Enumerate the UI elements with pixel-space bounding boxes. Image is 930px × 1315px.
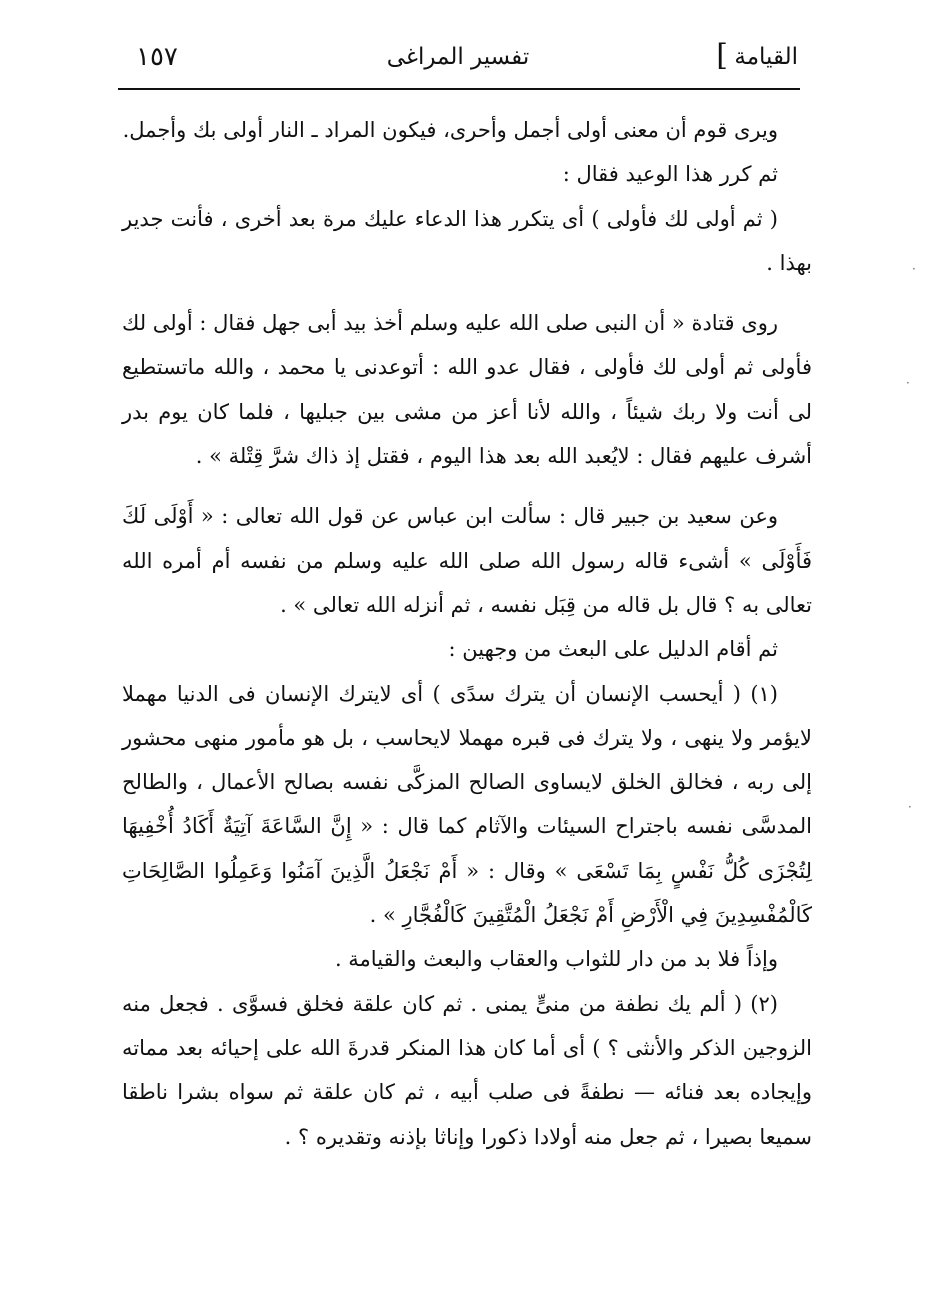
paragraph: ويرى قوم أن معنى أولى أجمل وأحرى، فيكون المراد ـ النار أولى بك وأجمل. xyxy=(122,118,778,142)
paragraph: (٢) ( ألم يك نطفة من منىٍّ يمنى . ثم كان علقة فخلق فسوَّى . فجعل منه الزوجين الذكر والأنثى ؟ ) أى أما كان هذا المنكر قدرةَ الله على إحيائه بعد مماته وإيجاده بعد فنائه — نطفةً فى صلب أبيه ، ثم كان علقة ثم سواه بشرا ناطقا سميعا بصيرا ، ثم جعل منه أولادا ذكورا وإناثا بإذنه وتقديره ؟ . xyxy=(122,991,812,1149)
paragraph: ثم أقام الدليل على البعث من وجهين : xyxy=(448,637,778,662)
paragraph: ( ثم أولى لك فأولى ) أى يتكرر هذا الدعاء عليك مرة بعد أخرى ، فأنت جدير بهذا . xyxy=(122,206,812,275)
scan-speck: · xyxy=(906,376,910,390)
paragraph: وإذاً فلا بد من دار للثواب والعقاب والبعث والقيامة . xyxy=(334,947,778,972)
scan-speck: · xyxy=(912,262,916,276)
paragraph: روى قتادة « أن النبى صلى الله عليه وسلم أخذ بيد أبى جهل فقال : أولى لك فأولى ثم أولى لك فأولى ، فقال عدو الله : أتوعدنى يا محمد ، والله ماتستطيع لى أنت ولا ربك شيئاً ، والله لأنا أعز من مشى بين جبليها ، فلما كان يوم بدر أشرف عليهم فقال : لايُعبد الله بعد هذا اليوم ، فقتل إذ ذاك شرَّ قِتْلة » . xyxy=(122,311,812,469)
header-bracket: ] xyxy=(716,38,728,73)
scan-speck: · xyxy=(908,800,912,814)
page-body xyxy=(122,108,812,1159)
page-header xyxy=(118,36,798,88)
header-rule xyxy=(118,88,800,90)
surah-name: القيامة xyxy=(734,44,798,70)
book-title: تفسير المراغى xyxy=(386,44,530,70)
paragraph: ثم كرر هذا الوعيد فقال : xyxy=(562,162,778,187)
page-number: ١٥٧ xyxy=(136,42,178,72)
paragraph: (١) ( أيحسب الإنسان أن يترك سدًى ) أى لايترك الإنسان فى الدنيا مهملا لايؤمر ولا ينهى ، ولا يترك فى قبره مهملا لايحاسب ، بل هو مأمور منهى محشور إلى ربه ، فخالق الخلق لايساوى الصالح المزكَّى نفسه بصالح الأعمال ، والطالح المدسَّى نفسه باجتراح السيئات والآثام كما قال : « إِنَّ السَّاعَةَ آتِيَةٌ أَكَادُ أُخْفِيهَا لِتُجْزَى كُلُّ نَفْسٍ بِمَا تَسْعَى » وقال : « أَمْ نَجْعَلُ الَّذِينَ آمَنُوا وَعَمِلُوا الصَّالِحَاتِ كَالْمُفْسِدِينَ فِي الْأَرْضِ أَمْ نَجْعَلُ الْمُتَّقِينَ كَالْفُجَّارِ » . xyxy=(122,681,812,928)
paragraph: وعن سعيد بن جبير قال : سألت ابن عباس عن قول الله تعالى : « أَوْلَى لَكَ فَأَوْلَى » أشىء قاله رسول الله صلى الله عليه وسلم من نفسه أم أمره الله تعالى به ؟ قال بل قاله من قِبَل نفسه ، ثم أنزله الله تعالى » . xyxy=(122,504,812,617)
